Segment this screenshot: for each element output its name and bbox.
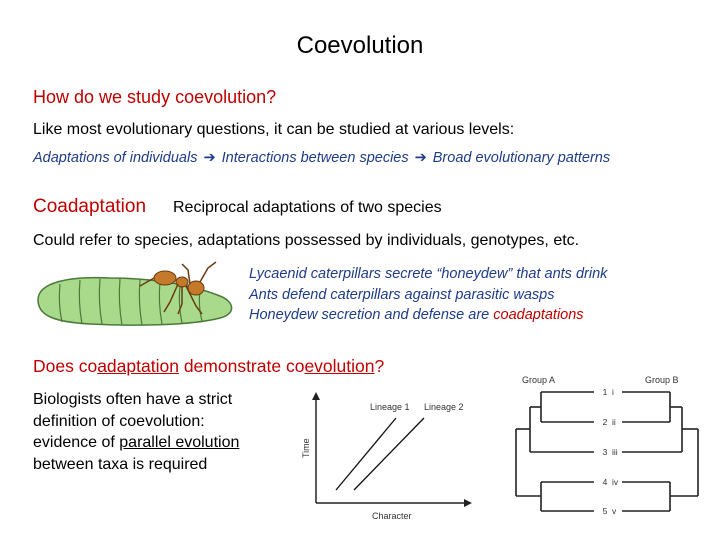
group-a-label: Group A <box>522 375 556 385</box>
lineage-diagram <box>296 388 474 524</box>
coadaptation-term: Coadaptation <box>33 196 147 217</box>
levels-row <box>33 150 610 166</box>
lycaenid-line-3: Honeydew secretion and defense are coadaptations <box>249 307 584 323</box>
biologists-text: Biologists often have a strict definition of coevolution: evidence of parallel evolution between taxa is required <box>33 391 240 473</box>
caterpillar-ant-illustration <box>30 256 244 330</box>
taxon-b-v: v <box>612 506 617 516</box>
coadaptations-highlight: coadaptations <box>493 307 584 323</box>
taxon-a-3: 3 <box>602 447 608 457</box>
group-b-label: Group B <box>645 375 679 385</box>
taxon-b-ii: ii <box>612 417 616 427</box>
character-axis-label: Character <box>372 511 412 521</box>
level-individuals: Adaptations of individuals <box>33 150 198 166</box>
question-coadaptation-coevolution: Does coadaptation demonstrate coevolution? <box>33 356 385 376</box>
taxon-b-i: i <box>612 387 614 397</box>
lycaenid-line-2: Ants defend caterpillars against parasitic wasps <box>249 286 555 303</box>
lineage-2-label: Lineage 2 <box>424 402 464 412</box>
phylogeny-diagram <box>508 372 708 520</box>
taxon-b-iii: iii <box>612 447 618 457</box>
level-patterns: Broad evolutionary patterns <box>432 150 611 166</box>
taxon-a-1: 1 <box>602 387 608 397</box>
lineage-1-label: Lineage 1 <box>370 402 410 412</box>
question-study-coevolution: How do we study coevolution? <box>33 87 277 107</box>
intro-text: Like most evolutionary questions, it can be studied at various levels: <box>33 121 515 138</box>
taxon-a-4: 4 <box>602 477 608 487</box>
time-axis-label: Time <box>301 438 311 458</box>
lycaenid-text <box>249 264 607 326</box>
right-arrow-icon: ➔ <box>203 150 216 166</box>
level-interactions: Interactions between species <box>221 150 409 166</box>
taxon-b-iv: iv <box>612 477 619 487</box>
slide-title: Coevolution <box>296 32 424 59</box>
refer-text: Could refer to species, adaptations possessed by individuals, genotypes, etc. <box>33 232 580 249</box>
taxon-a-2: 2 <box>602 417 608 427</box>
lycaenid-line-1: Lycaenid caterpillars secrete “honeydew” that ants drink <box>249 266 608 282</box>
right-arrow-icon: ➔ <box>414 150 427 166</box>
coadaptation-definition: Reciprocal adaptations of two species <box>173 199 442 216</box>
taxon-a-5: 5 <box>602 506 608 516</box>
